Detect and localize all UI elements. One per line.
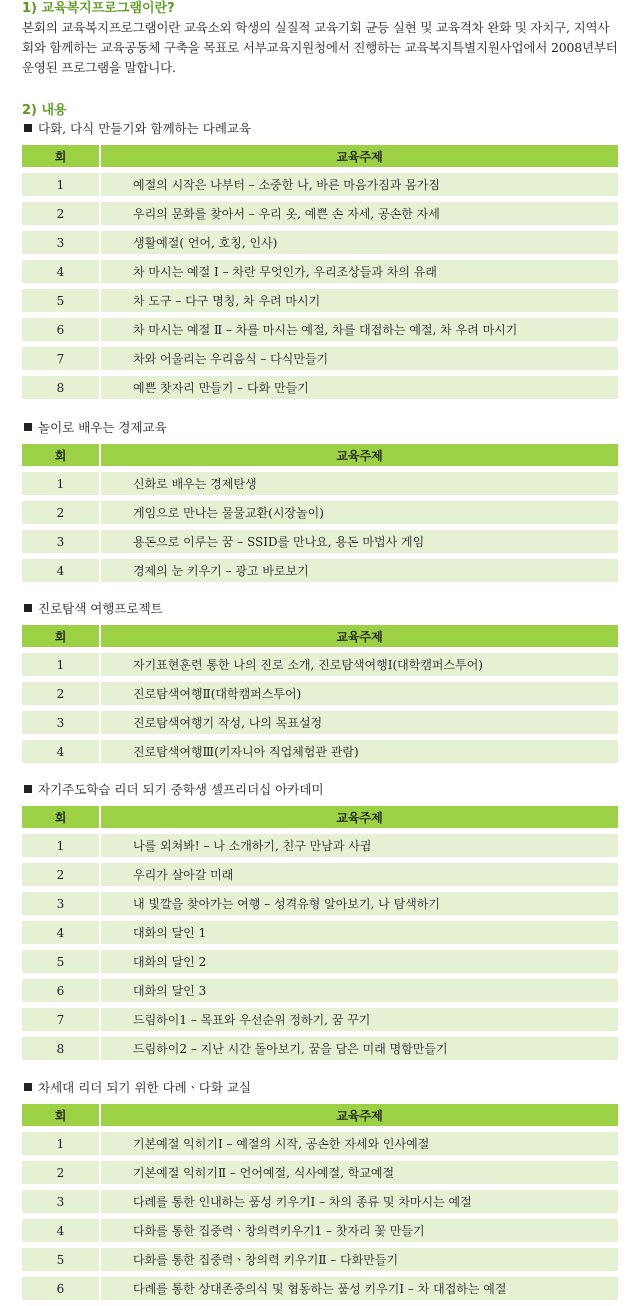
column-header-session: 회 [22,1104,101,1132]
table-row [22,173,618,202]
program-title-2 [24,420,167,436]
table-row [22,979,618,1008]
table-row [22,711,618,740]
session-number: 3 [22,231,101,260]
session-topic: 드림하이1 – 목표와 우선순위 정하기, 꿈 꾸기 [101,1008,618,1037]
intro-paragraph: 본회의 교육복지프로그램이란 교육소외 학생의 실질적 교육기회 균등 실현 및 교육격차 완화 및 자치구, 지역사회와 함께하는 교육공동체 구축을 목표로 서부교육지원청에서 진행하는 교육복지특별지원사업에서 2008년부터 운영된 프로그램을 말합니다. [22,20,618,75]
session-number: 3 [22,711,101,740]
session-number: 7 [22,347,101,376]
bullet-square-icon [24,785,32,793]
session-number: 4 [22,921,101,950]
table-row [22,472,618,501]
table-row [22,892,618,921]
session-number: 5 [22,1248,101,1277]
table-row [22,260,618,289]
program-title-text: 자기주도학습 리더 되기 중학생 셀프리더십 아카데미 [38,782,324,797]
session-number: 1 [22,472,101,501]
session-topic: 나를 외쳐봐! – 나 소개하기, 친구 만남과 사귐 [101,834,618,863]
session-topic: 우리가 살아갈 미래 [101,863,618,892]
session-topic: 기본예절 익히기Ⅰ – 예절의 시작, 공손한 자세와 인사예절 [101,1132,618,1161]
table-row [22,740,618,769]
session-number: 1 [22,1132,101,1161]
table-row [22,1008,618,1037]
column-header-session: 회 [22,444,101,472]
table-row [22,1161,618,1190]
table-row [22,231,618,260]
program-title-text: 놀이로 배우는 경제교육 [38,420,167,435]
session-number: 3 [22,892,101,921]
program-title-1 [24,121,251,137]
program-title-3 [24,601,163,617]
bullet-square-icon [24,1083,32,1091]
column-header-session: 회 [22,625,101,653]
session-topic: 진로탐색여행기 작성, 나의 목표설정 [101,711,618,740]
session-number: 2 [22,863,101,892]
table-row [22,530,618,559]
session-topic: 내 빛깔을 찾아가는 여행 – 성격유형 알아보기, 나 탐색하기 [101,892,618,921]
program-title-5 [24,1080,251,1096]
session-number: 3 [22,530,101,559]
session-number: 2 [22,682,101,711]
session-topic: 신화로 배우는 경제탄생 [101,472,618,501]
program-title-text: 다화, 다식 만들기와 함께하는 다례교육 [38,121,252,136]
table-row [22,653,618,682]
section-heading-content: 2) 내용 [22,103,67,118]
session-number: 6 [22,1277,101,1306]
session-number: 1 [22,834,101,863]
session-number: 2 [22,501,101,530]
session-topic: 예쁜 찻자리 만들기 – 다화 만들기 [101,376,618,405]
table-row [22,1190,618,1219]
table-row [22,1132,618,1161]
column-header-topic: 교육주제 [101,625,618,653]
session-topic: 차와 어울리는 우리음식 – 다식만들기 [101,347,618,376]
bullet-square-icon [24,423,32,431]
bullet-square-icon [24,604,32,612]
table-row [22,202,618,231]
column-header-topic: 교육주제 [101,806,618,834]
session-number: 1 [22,653,101,682]
session-topic: 대화의 달인 2 [101,950,618,979]
section-heading-what-is: 1) 교육복지프로그램이란? [22,1,175,16]
session-number: 6 [22,318,101,347]
session-number: 6 [22,979,101,1008]
program-table-4 [22,806,618,1066]
program-table-3 [22,625,618,769]
session-topic: 예절의 시작은 나부터 – 소중한 나, 바른 마음가짐과 몸가짐 [101,173,618,202]
session-topic: 자기표현훈련 통한 나의 진로 소개, 진로탐색여행Ⅰ(대학캠퍼스투어) [101,653,618,682]
session-topic: 차 마시는 예절 Ⅱ – 차를 마시는 예절, 차를 대접하는 예절, 차 우려 마시기 [101,318,618,347]
session-number: 5 [22,950,101,979]
table-row [22,1037,618,1066]
session-topic: 대화의 달인 1 [101,921,618,950]
session-topic: 생활예절( 언어, 호칭, 인사) [101,231,618,260]
session-topic: 기본예절 익히기Ⅱ – 언어예절, 식사예절, 학교예절 [101,1161,618,1190]
column-header-session: 회 [22,806,101,834]
session-number: 4 [22,740,101,769]
column-header-topic: 교육주제 [101,1104,618,1132]
session-topic: 우리의 문화를 찾아서 – 우리 옷, 예쁜 손 자세, 공손한 자세 [101,202,618,231]
session-topic: 다례를 통한 인내하는 품성 키우기Ⅰ – 차의 종류 및 차마시는 예절 [101,1190,618,1219]
session-topic: 다화를 통한 집중력ㆍ창의력 키우기Ⅱ – 다화만들기 [101,1248,618,1277]
program-title-text: 차세대 리더 되기 위한 다례ㆍ다화 교실 [38,1080,252,1095]
column-header-topic: 교육주제 [101,444,618,472]
table-row [22,347,618,376]
session-topic: 다례를 통한 상대존중의식 및 협동하는 품성 키우기Ⅰ – 차 대접하는 예절 [101,1277,618,1306]
table-row [22,289,618,318]
session-number: 3 [22,1190,101,1219]
column-header-topic: 교육주제 [101,145,618,173]
table-row [22,834,618,863]
program-title-4 [24,782,324,798]
session-topic: 경제의 눈 키우기 – 광고 바로보기 [101,559,618,588]
session-number: 4 [22,260,101,289]
table-row [22,318,618,347]
table-row [22,1277,618,1306]
table-row [22,376,618,405]
session-topic: 드림하이2 – 지난 시간 돌아보기, 꿈을 담은 미래 명함만들기 [101,1037,618,1066]
table-row [22,559,618,588]
program-title-text: 진로탐색 여행프로젝트 [38,601,163,616]
session-number: 5 [22,289,101,318]
table-row [22,682,618,711]
session-number: 1 [22,173,101,202]
column-header-session: 회 [22,145,101,173]
table-row [22,1248,618,1277]
session-topic: 대화의 달인 3 [101,979,618,1008]
session-number: 8 [22,376,101,405]
session-topic: 차 마시는 예절 Ⅰ – 차란 무엇인가, 우리조상들과 차의 유래 [101,260,618,289]
session-number: 4 [22,1219,101,1248]
bullet-square-icon [24,124,32,132]
program-table-5 [22,1104,618,1306]
table-row [22,501,618,530]
session-number: 2 [22,202,101,231]
table-row [22,950,618,979]
session-number: 7 [22,1008,101,1037]
session-topic: 다화를 통한 집중력ㆍ창의력키우기1 – 찻자리 꽃 만들기 [101,1219,618,1248]
session-topic: 차 도구 – 다구 명칭, 차 우려 마시기 [101,289,618,318]
table-row [22,921,618,950]
session-number: 8 [22,1037,101,1066]
session-topic: 진로탐색여행Ⅱ(대학캠퍼스투어) [101,682,618,711]
program-table-1 [22,145,618,405]
session-topic: 게임으로 만나는 물물교환(시장놀이) [101,501,618,530]
table-row [22,1219,618,1248]
session-topic: 용돈으로 이루는 꿈 – SSID를 만나요, 용돈 마법사 게임 [101,530,618,559]
session-topic: 진로탐색여행Ⅲ(키자니아 직업체험관 관람) [101,740,618,769]
table-row [22,863,618,892]
session-number: 2 [22,1161,101,1190]
program-table-2 [22,444,618,588]
session-number: 4 [22,559,101,588]
